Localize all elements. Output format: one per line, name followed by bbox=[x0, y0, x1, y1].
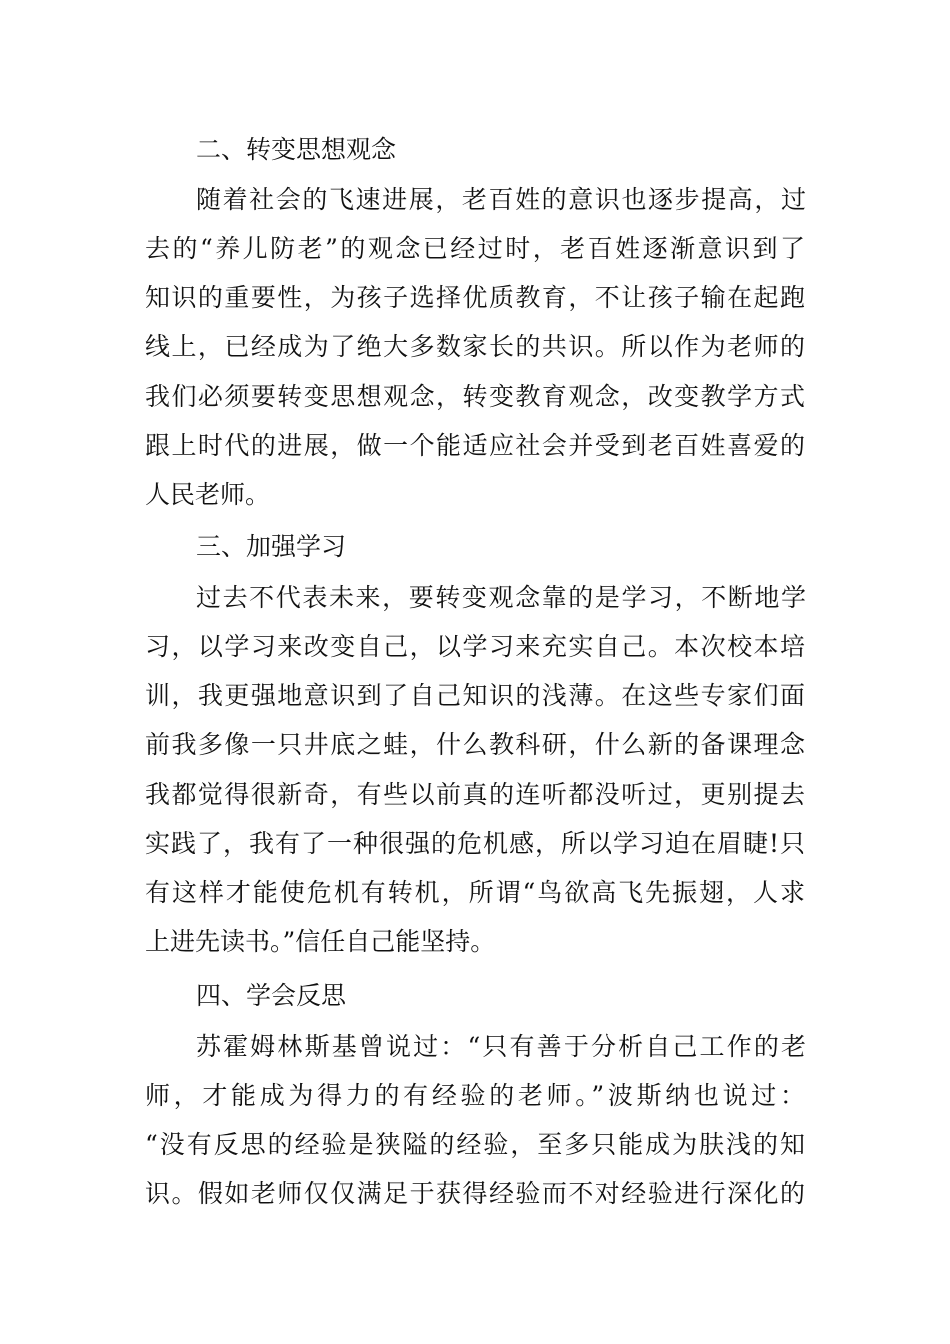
paragraph-line: 跟上时代的进展，做一个能适应社会并受到老百姓喜爱的 bbox=[145, 431, 805, 460]
paragraph-line: 过去不代表未来，要转变观念靠的是学习，不断地学 bbox=[196, 583, 806, 612]
paragraph-line: 有这样才能使危机有转机，所谓“鸟欲高飞先振翅，人求 bbox=[145, 878, 805, 907]
paragraph-line: 实践了，我有了一种很强的危机感，所以学习迫在眉睫!只 bbox=[145, 829, 805, 858]
paragraph-line: 习，以学习来改变自己，以学习来充实自己。本次校本培 bbox=[145, 632, 805, 661]
paragraph-line: 训，我更强地意识到了自己知识的浅薄。在这些专家们面 bbox=[145, 681, 805, 710]
paragraph-line: 人民老师。 bbox=[145, 480, 271, 509]
paragraph-line: 识。假如老师仅仅满足于获得经验而不对经验进行深化的 bbox=[145, 1179, 805, 1208]
paragraph-line: 上进先读书。”信任自己能坚持。 bbox=[145, 927, 496, 956]
paragraph-line: 我们必须要转变思想观念，转变教育观念，改变教学方式 bbox=[145, 382, 805, 411]
paragraph-line: “没有反思的经验是狭隘的经验，至多只能成为肤浅的知 bbox=[145, 1130, 805, 1159]
section-heading-4: 四、学会反思 bbox=[196, 981, 347, 1010]
paragraph-line: 苏霍姆林斯基曾说过：“只有善于分析自己工作的老 bbox=[196, 1032, 806, 1061]
paragraph-line: 知识的重要性，为孩子选择优质教育，不让孩子输在起跑 bbox=[145, 283, 805, 312]
paragraph-line: 去的“养儿防老”的观念已经过时，老百姓逐渐意识到了 bbox=[145, 234, 805, 263]
paragraph-line: 我都觉得很新奇，有些以前真的连听都没听过，更别提去 bbox=[145, 780, 805, 809]
section-heading-3: 三、加强学习 bbox=[196, 532, 347, 561]
section-heading-2: 二、转变思想观念 bbox=[196, 135, 397, 164]
paragraph-line: 线上，已经成为了绝大多数家长的共识。所以作为老师的 bbox=[145, 332, 805, 361]
paragraph-line: 随着社会的飞速进展，老百姓的意识也逐步提高，过 bbox=[196, 185, 806, 214]
paragraph-line: 师，才能成为得力的有经验的老师。”波斯纳也说过： bbox=[145, 1081, 805, 1110]
paragraph-line: 前我多像一只井底之蛙，什么教科研，什么新的备课理念 bbox=[145, 730, 805, 759]
